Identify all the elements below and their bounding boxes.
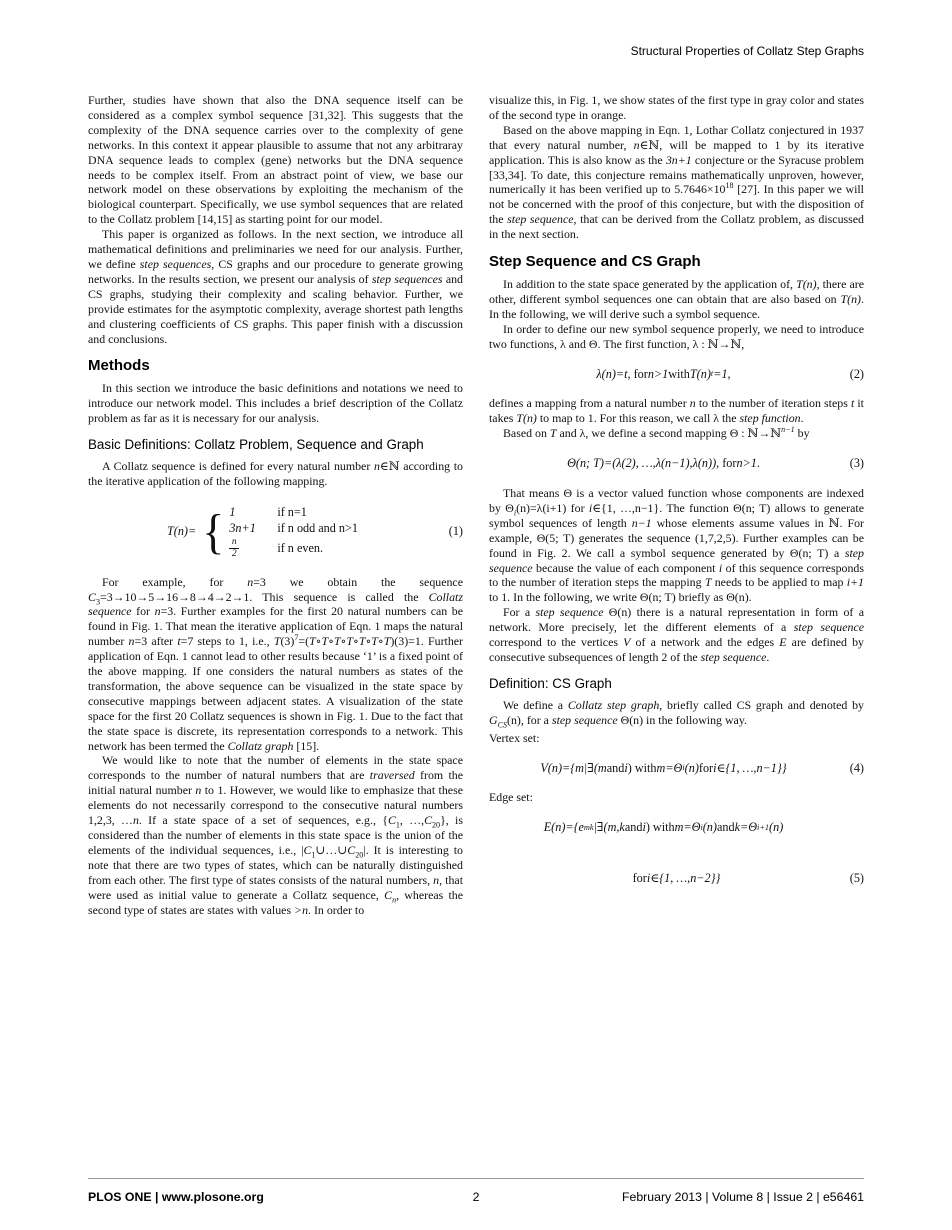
equation-2 <box>489 367 864 382</box>
fraction-n-over-2 <box>229 537 239 560</box>
vertex-set-label: Vertex set: <box>489 730 540 745</box>
page-number: 2 <box>472 1190 480 1204</box>
equation-2-number: (2) <box>849 366 864 381</box>
paragraph-step-function: defines a mapping from a natural number n to the number of iteration steps t it takes T(n) to map to 1. For this reason, we call λ the step function. <box>489 396 864 426</box>
cases-brace-icon: { <box>202 504 225 558</box>
issue-info: February 2013 | Volume 8 | Issue 2 | e56461 <box>621 1190 864 1204</box>
case-row <box>229 504 358 521</box>
paragraph-cs-graph-definition: We define a Collatz step graph, briefly called CS graph and denoted by $G_{CS}(n)$, for a step sequence Θ(n) in the following way. <box>489 697 864 730</box>
case-condition: if n=1 <box>277 504 307 519</box>
subsection-heading-basic-definitions: Basic Definitions: Collatz Problem, Sequence and Graph <box>88 437 424 453</box>
equation-5-number: (5) <box>849 871 864 886</box>
fraction-numerator: n <box>229 537 239 549</box>
page-content <box>88 93 864 1155</box>
equation-1-lhs: T(n)= <box>167 524 197 539</box>
equation-5-line1-body: E(n)={e mk |∃(m,k and i ) with m=Θ i (n) and k=Θ i+1 (n) <box>543 820 784 835</box>
paragraph-second-mapping: Based on T and λ, we define a second mapping Θ : ℕ→ℕ$^{n-1}$ by <box>503 425 810 441</box>
case-value: 3n+1 <box>229 521 256 536</box>
paragraph-collatz-example: For example, for n=3 we obtain the sequence $C_3=3\to 10\to 5\to 16\to 8\to 4\to 2\to 1$. This sequence is called the Collatz sequence for n=3. Further examples for the first 20 natural numbers can be found in Fig. 1. That mean the iterative application of Eqn. 1 maps the natural number n=3 after t=7 steps to 1, i.e., $T(3)^7=(T\circ T\circ T\circ T\circ T\circ T\circ T)(3)=1$. Further application of Eqn. 1 cannot lead to other results because ‘1’ is a fixed point of the above mapping. If one considers the natural numbers as states of the transformation, the above sequence can be visualized in the state space by consecutive mappings between adjacent states. A visualization of the state space for the first 20 Collatz sequences is shown in Fig. 1. Due to the fact that the state space is discrete, its representation corresponds to a network. This network has been termed the Collatz graph [15]. <box>88 574 464 753</box>
equation-5-line2-body: for i ∈{1, …,n−2}} <box>632 871 721 886</box>
page-footer <box>88 1178 864 1204</box>
edge-set-label: Edge set: <box>489 790 533 805</box>
case-condition: if n odd and n>1 <box>277 521 358 536</box>
section-heading-step-sequence: Step Sequence and CS Graph <box>489 253 701 271</box>
paragraph-collatz-definition: A Collatz sequence is defined for every natural number n∈ℕ according to the iterative application of the following mapping. <box>88 458 463 488</box>
case-condition: if n even. <box>277 540 323 555</box>
case-row <box>229 537 358 560</box>
right-column <box>489 93 864 1155</box>
paragraph-intro-continued: Further, studies have shown that also the DNA sequence itself can be considered as a complex symbol sequence [31,32]. This suggests that the complexity of the DNA sequence carries over to the complexity of gene networks. In this context it appear plausible to assume that not any arbitraray DNA sequence leads to complex (gene) networks but the DNA sequence needs to be complex itself. From an abstract point of view, we base our network model on these observations by exploiting the mechanism of the biological counterpart. Specifically, we use symbol sequences that are related to the Collatz problem [14,15] as starting point for our model. <box>88 93 463 227</box>
paragraph-network-representation: For a step sequence Θ(n) there is a natural representation in form of a network. More precisely, let the different elements of a step sequence correspond to the vertices V of a network and the edges E are defined by consecutive subsequences of length 2 of the step sequence. <box>489 605 864 664</box>
paragraph-visualize-continued: visualize this, in Fig. 1, we show states of the first type in gray color and states of the second type in orange. <box>489 93 864 122</box>
paragraph-collatz-conjecture: Based on the above mapping in Eqn. 1, Lothar Collatz conjectured in 1937 that every natural number, n∈ℕ, will be mapped to 1 by its iterative application. This is also know as the 3n+1 conjecture or the Syracuse problem [33,34]. To date, this conjecture remains mathematically unproven, however, numerically it has been verified up to $5.7646\times 10^{18}$ [27]. In this paper we will not be concerned with the proof of this conjecture, but with the disposition of the step sequence, that can be derived from the Collatz problem, as discussed in the next section. <box>489 122 864 242</box>
paragraph-state-space: We would like to note that the number of elements in the state space corresponds to the number of natural numbers that are traversed from the initial natural number n to 1. However, we would like to emphasize that these elements do not necessarily correspond to the consecutive natural numbers 1,2,3, …n. If a state space of a set of sequences, e.g., {$C_1$, $\dots,C_{20}$}, is considered than the number of elements in this state space is the union of the elements of the individual sequences, i.e., $|C_1\cup\dots\cup C_{20}|$. It is interesting to note that there are two types of states, which can be naturally distinguished from each other. The first type of states consists of the natural numbers, n, that were used as initial value to generate a Collatz sequence, $C_n$, whereas the second type of states are states with values >n. In order to <box>88 753 463 917</box>
paragraph-paper-organization: This paper is organized as follows. In the next section, we introduce all mathematical definitions and preliminaries we need for our analysis. Further, we define step sequences, CS graphs and our procedure to generate growing networks. In the results section, we present our analysis of step sequences and CS graphs, studying their complexity and scaling behavior. Further, we provide estimates for the asymptotic complexity, average shortest path lengths and clustering coefficients of CS graphs. This paper finish with a discussion and conclusions. <box>88 227 463 346</box>
equation-1-number: (1) <box>448 524 463 539</box>
paragraph-stepseq-intro: In addition to the state space generated by the application of, T(n), there are other, different symbol sequences one can obtain that are also based on T(n). In the following, we will derive such a symbol sequence. <box>489 276 864 321</box>
running-head: Structural Properties of Collatz Step Graphs <box>630 44 864 58</box>
subsection-heading-cs-graph-definition: Definition: CS Graph <box>489 675 612 691</box>
equation-4-number: (4) <box>849 760 864 775</box>
equation-3-body: Θ(n; T)=(λ(2), …,λ(n−1),λ(n)) , for n>1 . <box>567 456 760 471</box>
equation-1 <box>88 504 463 560</box>
equation-3 <box>489 456 864 471</box>
equation-5-line1 <box>489 820 864 835</box>
case-row <box>229 520 358 537</box>
equation-4 <box>489 761 864 776</box>
case-value <box>229 537 277 560</box>
section-heading-methods: Methods <box>88 357 150 375</box>
equation-1-body <box>88 504 437 560</box>
equation-5-line2 <box>489 871 864 886</box>
equation-3-number: (3) <box>849 456 864 471</box>
paragraph-two-functions: In order to define our new symbol sequence properly, we need to introduce two functions, λ and Θ. The first function, λ : ℕ→ℕ, <box>489 321 864 351</box>
journal-name: PLOS ONE | www.plosone.org <box>88 1190 264 1204</box>
left-column <box>88 93 463 1155</box>
fraction-denominator: 2 <box>231 548 237 559</box>
equation-4-body: V(n)={m|∃(m and i ) with m=Θ i (n) for i ∈{1, …,n−1}} <box>540 760 787 775</box>
equation-2-body: λ(n)=t , for n>1 with T(n) t =1, <box>596 366 731 381</box>
paragraph-theta-explanation: That means Θ is a vector valued function whose components are indexed by $\Theta_i(n)=\lambda(i+1)$ for i∈{1, …,n−1}. The function Θ(n; T) allows to generate symbol sequences of length n−1 whose elements assume values in ℕ. For example, Θ(5; T) generates the sequence (1,7,2,5). Further examples can be found in Fig. 2. We call a symbol sequence generated by Θ(n; T) a step sequence because the value of each component i of this sequence corresponds to the number of iteration steps the mapping T needs to be applied to map i+1 to 1. In the following, we write Θ(n; T) briefly as Θ(n). <box>489 486 864 605</box>
paragraph-methods-intro: In this section we introduce the basic definitions and notations we need to introduce our network model. This includes a brief description of the Collatz problem as far as it is necessary for our analysis. <box>88 381 463 426</box>
equation-1-cases <box>229 504 358 560</box>
case-value: 1 <box>229 504 236 519</box>
